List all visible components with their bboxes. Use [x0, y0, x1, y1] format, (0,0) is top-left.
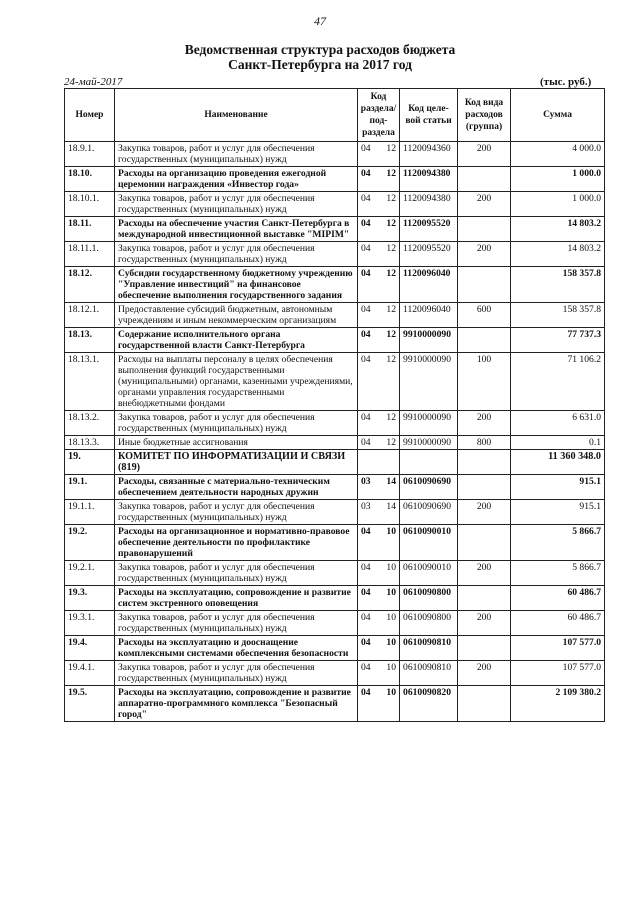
row-subsection-code: 12: [380, 192, 400, 217]
row-section-code: 04: [358, 636, 380, 661]
row-expense-type: 800: [458, 436, 511, 450]
row-name: Расходы на организацию проведения ежегодной церемонии награждения «Инвестор года»: [115, 167, 358, 192]
row-article-code: 9910000090: [400, 436, 458, 450]
budget-table: [64, 88, 605, 722]
row-name: Расходы на эксплуатацию и дооснащение комплексными системами обеспечения безопасности: [115, 636, 358, 661]
table-row: [65, 303, 605, 328]
row-expense-type: 200: [458, 500, 511, 525]
row-sum: 1 000.0: [511, 167, 605, 192]
row-article-code: 1120094380: [400, 192, 458, 217]
row-number: 19.2.: [65, 525, 115, 561]
row-section-code: 04: [358, 192, 380, 217]
row-expense-type: [458, 450, 511, 475]
row-name: Расходы, связанные с материально-техническим обеспечением деятельности народных дружин: [115, 475, 358, 500]
page-number: 47: [314, 14, 326, 28]
row-subsection-code: 12: [380, 353, 400, 411]
row-name: Закупка товаров, работ и услуг для обеспечения государственных (муниципальных) нужд: [115, 611, 358, 636]
row-number: 18.13.: [65, 328, 115, 353]
row-sum: 2 109 380.2: [511, 686, 605, 722]
title-line-1: Ведомственная структура расходов бюджета: [184, 42, 456, 57]
row-expense-type: 100: [458, 353, 511, 411]
row-number: 19.3.1.: [65, 611, 115, 636]
title-line-2: Санкт-Петербурга на 2017 год: [228, 57, 412, 72]
units-label: (тыс. руб.): [540, 76, 592, 88]
row-name: Закупка товаров, работ и услуг для обеспечения государственных (муниципальных) нужд: [115, 242, 358, 267]
row-sum: 0.1: [511, 436, 605, 450]
row-subsection-code: 12: [380, 267, 400, 303]
row-section-code: 04: [358, 661, 380, 686]
row-section-code: [358, 450, 380, 475]
row-article-code: 0610090690: [400, 500, 458, 525]
table-row: [65, 611, 605, 636]
row-section-code: 04: [358, 525, 380, 561]
report-date: 24-май-2017: [64, 76, 123, 88]
row-section-code: 04: [358, 353, 380, 411]
row-article-code: 1120094360: [400, 142, 458, 167]
row-subsection-code: 12: [380, 167, 400, 192]
row-sum: 60 486.7: [511, 611, 605, 636]
row-sum: 1 000.0: [511, 192, 605, 217]
row-section-code: 04: [358, 436, 380, 450]
row-article-code: 0610090010: [400, 525, 458, 561]
row-expense-type: 200: [458, 192, 511, 217]
row-article-code: 9910000090: [400, 411, 458, 436]
table-row: [65, 475, 605, 500]
row-expense-type: 200: [458, 561, 511, 586]
row-sum: 71 106.2: [511, 353, 605, 411]
row-name: КОМИТЕТ ПО ИНФОРМАТИЗАЦИИ И СВЯЗИ (819): [115, 450, 358, 475]
row-name: Предоставление субсидий бюджетным, автономным учреждениям и иным некоммерческим организациям: [115, 303, 358, 328]
row-number: 19.1.1.: [65, 500, 115, 525]
row-number: 18.13.1.: [65, 353, 115, 411]
table-row: [65, 450, 605, 475]
row-subsection-code: 12: [380, 436, 400, 450]
row-subsection-code: [380, 450, 400, 475]
row-number: 18.12.1.: [65, 303, 115, 328]
row-sum: 107 577.0: [511, 661, 605, 686]
row-subsection-code: 10: [380, 611, 400, 636]
table-header-row: [65, 89, 605, 142]
page-title: [0, 42, 640, 72]
table-row: [65, 217, 605, 242]
row-section-code: 04: [358, 167, 380, 192]
row-subsection-code: 10: [380, 661, 400, 686]
row-number: 19.4.1.: [65, 661, 115, 686]
row-subsection-code: 12: [380, 411, 400, 436]
table-row: [65, 267, 605, 303]
row-article-code: 0610090810: [400, 636, 458, 661]
row-section-code: 04: [358, 142, 380, 167]
row-sum: 915.1: [511, 475, 605, 500]
row-sum: 158 357.8: [511, 267, 605, 303]
row-section-code: 03: [358, 475, 380, 500]
row-article-code: 0610090810: [400, 661, 458, 686]
row-number: 19.1.: [65, 475, 115, 500]
row-section-code: 04: [358, 303, 380, 328]
table-row: [65, 192, 605, 217]
row-name: Расходы на организационное и нормативно-правовое обеспечение деятельности по профилактике правонарушений: [115, 525, 358, 561]
row-sum: 77 737.3: [511, 328, 605, 353]
row-sum: 107 577.0: [511, 636, 605, 661]
row-article-code: 0610090820: [400, 686, 458, 722]
row-number: 18.11.1.: [65, 242, 115, 267]
row-number: 18.12.: [65, 267, 115, 303]
row-expense-type: 200: [458, 142, 511, 167]
header-section: Код раздела/ под- раздела: [358, 89, 400, 142]
row-expense-type: [458, 328, 511, 353]
row-number: 19.: [65, 450, 115, 475]
row-expense-type: 200: [458, 611, 511, 636]
row-expense-type: [458, 475, 511, 500]
row-subsection-code: 10: [380, 636, 400, 661]
row-name: Иные бюджетные ассигнования: [115, 436, 358, 450]
row-expense-type: 600: [458, 303, 511, 328]
table-row: [65, 328, 605, 353]
row-number: 19.2.1.: [65, 561, 115, 586]
row-number: 19.3.: [65, 586, 115, 611]
row-sum: 158 357.8: [511, 303, 605, 328]
row-subsection-code: 10: [380, 561, 400, 586]
row-name: Закупка товаров, работ и услуг для обеспечения государственных (муниципальных) нужд: [115, 500, 358, 525]
row-sum: 11 360 348.0: [511, 450, 605, 475]
row-sum: 6 631.0: [511, 411, 605, 436]
row-section-code: 04: [358, 611, 380, 636]
row-sum: 915.1: [511, 500, 605, 525]
row-article-code: 1120095520: [400, 217, 458, 242]
row-article-code: 1120094380: [400, 167, 458, 192]
row-number: 19.4.: [65, 636, 115, 661]
row-name: Субсидии государственному бюджетному учреждению "Управление инвестиций" на финансовое обеспечение выполнения государственного задания: [115, 267, 358, 303]
row-subsection-code: 14: [380, 475, 400, 500]
table-row: [65, 167, 605, 192]
row-subsection-code: 12: [380, 303, 400, 328]
row-name: Расходы на эксплуатацию, сопровождение и развитие аппаратно-программного комплекса "Безопасный город": [115, 686, 358, 722]
row-subsection-code: 14: [380, 500, 400, 525]
header-name: Наименование: [115, 89, 358, 142]
row-name: Закупка товаров, работ и услуг для обеспечения государственных (муниципальных) нужд: [115, 411, 358, 436]
row-name: Закупка товаров, работ и услуг для обеспечения государственных (муниципальных) нужд: [115, 561, 358, 586]
row-article-code: 0610090800: [400, 611, 458, 636]
row-sum: 5 866.7: [511, 525, 605, 561]
row-number: 19.5.: [65, 686, 115, 722]
table-row: [65, 500, 605, 525]
table-row: [65, 661, 605, 686]
row-subsection-code: 12: [380, 242, 400, 267]
row-number: 18.10.1.: [65, 192, 115, 217]
row-section-code: 04: [358, 242, 380, 267]
table-row: [65, 142, 605, 167]
table-row: [65, 242, 605, 267]
row-name: Содержание исполнительного органа государственной власти Санкт-Петербурга: [115, 328, 358, 353]
row-section-code: 04: [358, 267, 380, 303]
row-number: 18.13.3.: [65, 436, 115, 450]
row-section-code: 04: [358, 328, 380, 353]
row-subsection-code: 10: [380, 686, 400, 722]
row-number: 18.9.1.: [65, 142, 115, 167]
table-row: [65, 586, 605, 611]
row-name: Закупка товаров, работ и услуг для обеспечения государственных (муниципальных) нужд: [115, 142, 358, 167]
header-number: Номер: [65, 89, 115, 142]
row-expense-type: 200: [458, 242, 511, 267]
row-section-code: 04: [358, 411, 380, 436]
row-expense-type: 200: [458, 411, 511, 436]
row-sum: 4 000.0: [511, 142, 605, 167]
table-row: [65, 636, 605, 661]
row-section-code: 04: [358, 561, 380, 586]
row-expense-type: [458, 525, 511, 561]
row-name: Расходы на обеспечение участия Санкт-Петербурга в международной инвестиционной выставке "MIPIM": [115, 217, 358, 242]
header-sum: Сумма: [511, 89, 605, 142]
row-article-code: 9910000090: [400, 328, 458, 353]
row-name: Закупка товаров, работ и услуг для обеспечения государственных (муниципальных) нужд: [115, 661, 358, 686]
table-row: [65, 436, 605, 450]
row-name: Закупка товаров, работ и услуг для обеспечения государственных (муниципальных) нужд: [115, 192, 358, 217]
row-section-code: 04: [358, 686, 380, 722]
row-subsection-code: 12: [380, 142, 400, 167]
row-article-code: 9910000090: [400, 353, 458, 411]
row-name: Расходы на выплаты персоналу в целях обеспечения выполнения функций государственными (муниципальными) органами, казенными учреждениями, органами управления государственными внебюджетными фондами: [115, 353, 358, 411]
row-subsection-code: 10: [380, 525, 400, 561]
row-section-code: 03: [358, 500, 380, 525]
row-expense-type: [458, 167, 511, 192]
row-number: 18.11.: [65, 217, 115, 242]
header-expense-type: Код вида расходов (группа): [458, 89, 511, 142]
row-sum: 14 803.2: [511, 242, 605, 267]
row-article-code: 0610090690: [400, 475, 458, 500]
row-expense-type: [458, 636, 511, 661]
row-name: Расходы на эксплуатацию, сопровождение и развитие систем экстренного оповещения: [115, 586, 358, 611]
row-expense-type: [458, 586, 511, 611]
row-section-code: 04: [358, 586, 380, 611]
row-article-code: 0610090800: [400, 586, 458, 611]
row-expense-type: [458, 686, 511, 722]
table-row: [65, 561, 605, 586]
row-article-code: [400, 450, 458, 475]
row-sum: 5 866.7: [511, 561, 605, 586]
table-row: [65, 525, 605, 561]
table-row: [65, 411, 605, 436]
row-subsection-code: 12: [380, 328, 400, 353]
row-section-code: 04: [358, 217, 380, 242]
row-sum: 60 486.7: [511, 586, 605, 611]
row-article-code: 1120096040: [400, 267, 458, 303]
header-article: Код целе- вой статьи: [400, 89, 458, 142]
table-row: [65, 353, 605, 411]
row-expense-type: [458, 267, 511, 303]
row-subsection-code: 10: [380, 586, 400, 611]
row-article-code: 1120095520: [400, 242, 458, 267]
row-number: 18.13.2.: [65, 411, 115, 436]
row-expense-type: 200: [458, 661, 511, 686]
row-number: 18.10.: [65, 167, 115, 192]
row-article-code: 0610090010: [400, 561, 458, 586]
row-sum: 14 803.2: [511, 217, 605, 242]
table-row: [65, 686, 605, 722]
row-subsection-code: 12: [380, 217, 400, 242]
row-article-code: 1120096040: [400, 303, 458, 328]
row-expense-type: [458, 217, 511, 242]
